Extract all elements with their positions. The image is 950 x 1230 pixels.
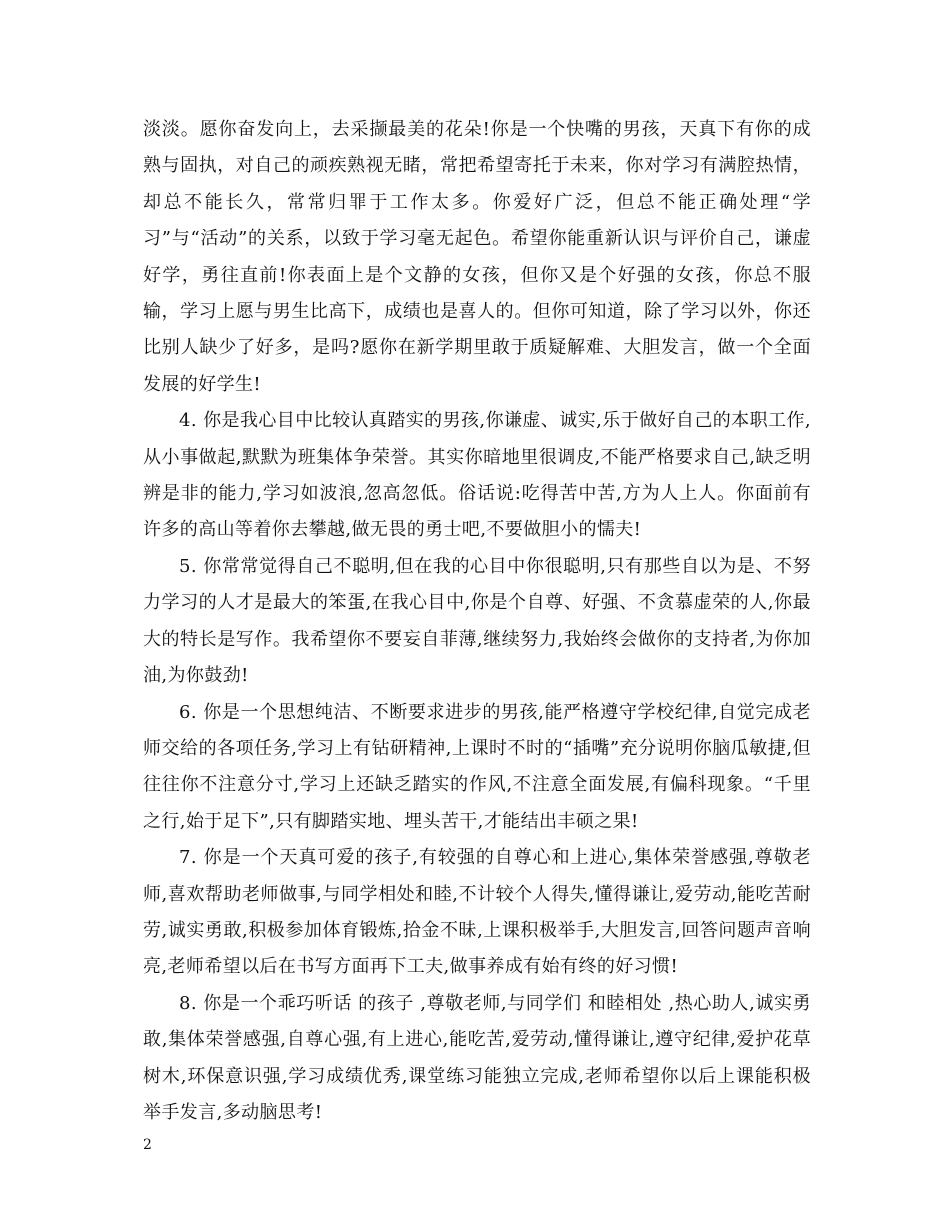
paragraph-continuation: 淡淡。愿你奋发向上，去采撷最美的花朵!你是一个快嘴的男孩，天真下有你的成熟与固执，对自己的顽疾熟视无睹，常把希望寄托于未来，你对学习有满腔热情，却总不能长久，常常归罪于工作太多。你爱好广泛，但总不能正确处理“学习”与“活动”的关系，以致于学习毫无起色。希望你能重新认识与评价自己，谦虚好学，勇往直前!你表面上是个文静的女孩，但你又是个好强的女孩，你总不服输，学习上愿与男生比高下，成绩也是喜人的。但你可知道，除了学习以外，你还比别人缺少了好多，是吗?愿你在新学期里敢于质疑解难、大胆发言，做一个全面发展的好学生! [143,119,811,395]
paragraph-item-6: 6. 你是一个思想纯洁、不断要求进步的男孩,能严格遵守学校纪律,自觉完成老师交给的各项任务,学习上有钻研精神,上课时不时的“插嘴”充分说明你脑瓜敏捷,但往往你不注意分寸,学习上还缺乏踏实的作风,不注意全面发展,有偏科现象。“千里之行,始于足下”,只有脚踏实地、埋头苦干,才能结出丰硕之果! [143,701,811,832]
paragraph-item-8: 8. 你是一个乖巧听话 的孩子 ,尊敬老师,与同学们 和睦相处 ,热心助人,诚实勇敢,集体荣誉感强,自尊心强,有上进心,能吃苦,爱劳动,懂得谦让,遵守纪律,爱护花草树木,环保意识强,学习成绩优秀,课堂练习能独立完成,老师希望你以后上课能积极举手发言,多动脑思考! [143,992,811,1123]
document-body [143,112,811,1131]
paragraph-item-4: 4. 你是我心目中比较认真踏实的男孩,你谦虚、诚实,乐于做好自己的本职工作,从小事做起,默默为班集体争荣誉。其实你暗地里很调皮,不能严格要求自己,缺乏明辨是非的能力,学习如波浪,忽高忽低。俗话说:吃得苦中苦,方为人上人。你面前有许多的高山等着你去攀越,做无畏的勇士吧,不要做胆小的懦夫! [143,410,811,541]
paragraph-item-5: 5. 你常常觉得自己不聪明,但在我的心目中你很聪明,只有那些自以为是、不努力学习的人才是最大的笨蛋,在我心目中,你是个自尊、好强、不贪慕虚荣的人,你最大的特长是写作。我希望你不要妄自菲薄,继续努力,我始终会做你的支持者,为你加油,为你鼓劲! [143,555,811,687]
page-number: 2 [143,1137,152,1153]
paragraph-item-7: 7. 你是一个天真可爱的孩子,有较强的自尊心和上进心,集体荣誉感强,尊敬老师,喜欢帮助老师做事,与同学相处和睦,不计较个人得失,懂得谦让,爱劳动,能吃苦耐劳,诚实勇敢,积极参加体育锻炼,拾金不昧,上课积极举手,大胆发言,回答问题声音响亮,老师希望以后在书写方面再下工夫,做事养成有始有终的好习惯! [143,847,811,978]
